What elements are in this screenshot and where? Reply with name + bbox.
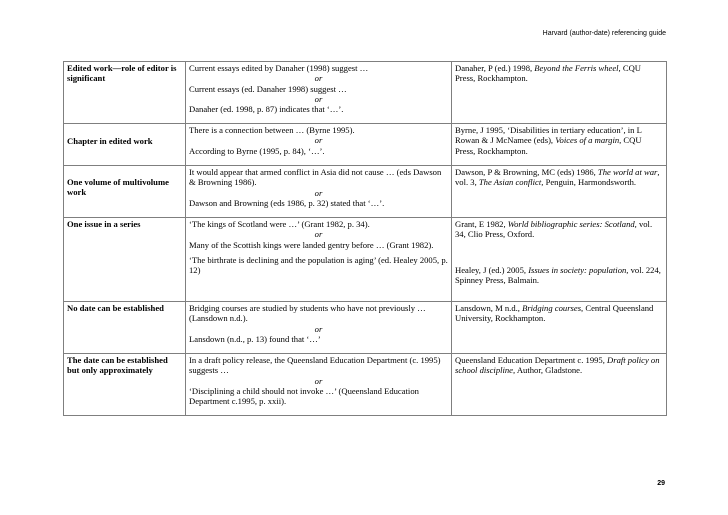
table-row: [64, 124, 667, 166]
example-text: ‘The birthrate is declining and the population is aging’ (ed. Healey 2005, p. 12): [189, 254, 448, 276]
or-separator: or: [314, 135, 323, 146]
in-text-examples: [186, 218, 452, 302]
example-text: In a draft policy release, the Queensland Education Department (c. 1995) suggests …: [189, 355, 441, 376]
example-text: According to Byrne (1995, p. 84), ‘…’.: [189, 145, 325, 156]
or-separator: or: [314, 323, 323, 334]
ref-title: Issues in society: population: [528, 264, 627, 275]
reference-entry: Byrne, J 1995, ‘Disabilities in tertiary education’, in L Rowan & J McNamee (eds), Voices of a margin, CQU Press, Rockhampton.: [452, 124, 667, 166]
example-text: Dawson and Browning (eds 1986, p. 32) stated that ‘…’.: [189, 197, 385, 208]
page-number: 29: [657, 480, 665, 487]
or-separator: or: [314, 375, 323, 386]
ref-title: The world at war: [597, 167, 658, 177]
ref-title: Draft policy on school discipline,: [455, 355, 660, 376]
reference-entry: Lansdown, M n.d., Bridging courses, Central Queensland University, Rockhampton.: [452, 302, 667, 354]
in-text-examples: [186, 354, 452, 416]
in-text-examples: [186, 302, 452, 354]
referencing-table: [63, 61, 667, 416]
reference-entry: Dawson, P & Browning, MC (eds) 1986, The world at war, vol. 3, The Asian conflict, Penguin, Harmondsworth.: [452, 166, 667, 218]
example-text: There is a connection between … (Byrne 1995).: [189, 125, 355, 135]
example-text: ‘The kings of Scotland were …’ (Grant 1982, p. 34).: [189, 219, 370, 229]
example-text: Many of the Scottish kings were landed gentry before … (Grant 1982).: [189, 239, 434, 250]
row-label: Edited work—role of editor is significant: [64, 62, 186, 124]
example-text: Current essays (ed. Danaher 1998) suggest …: [189, 83, 347, 94]
ref-title: World bibliographic series: Scotland,: [507, 219, 637, 229]
row-label: The date can be established but only approximately: [64, 354, 186, 416]
example-text: Current essays edited by Danaher (1998) suggest …: [189, 63, 369, 73]
table-row: [64, 218, 667, 302]
row-label: One volume of multivolume work: [64, 166, 186, 218]
in-text-examples: [186, 124, 452, 166]
reference-entry: Danaher, P (ed.) 1998, Beyond the Ferris wheel, CQU Press, Rockhampton.: [452, 62, 667, 124]
ref-title: The Asian conflict: [478, 177, 542, 188]
in-text-examples: [186, 166, 452, 218]
or-separator: or: [314, 187, 323, 198]
row-label: No date can be established: [64, 302, 186, 354]
table-row: [64, 302, 667, 354]
reference-entry: Queensland Education Department c. 1995, Draft policy on school discipline, Author, Gladstone.: [452, 354, 667, 416]
example-text: Bridging courses are studied by students who have not previously … (Lansdown n.d.).: [189, 303, 426, 324]
table-row: [64, 354, 667, 416]
example-text: Lansdown (n.d., p. 13) found that ‘…’: [189, 333, 321, 344]
or-separator: or: [314, 93, 323, 104]
ref-title: Beyond the Ferris wheel: [534, 63, 619, 73]
in-text-examples: [186, 62, 452, 124]
ref-title: Bridging courses: [522, 303, 582, 313]
running-header: Harvard (author-date) referencing guide: [542, 30, 666, 37]
or-separator: or: [314, 73, 323, 84]
ref-title: Voices of a margin: [555, 135, 620, 146]
row-label: One issue in a series: [64, 218, 186, 302]
table-row: [64, 62, 667, 124]
example-text: ‘Disciplining a child should not invoke …’ (Queensland Education Department c.1995, p. xxii).: [189, 385, 419, 407]
or-separator: or: [314, 229, 323, 240]
reference-entry: Grant, E 1982, World bibliographic series: Scotland, vol. 34, Clio Press, Oxford. Healey, J (ed.) 2005, Issues in society: population, vol. 224, Spinney Press, Balmain.: [452, 218, 667, 302]
table-row: [64, 166, 667, 218]
row-label: Chapter in edited work: [64, 124, 186, 166]
example-text: Danaher (ed. 1998, p. 87) indicates that ‘…’.: [189, 104, 344, 115]
example-text: It would appear that armed conflict in Asia did not cause … (eds Dawson & Browning 1986).: [189, 167, 442, 188]
